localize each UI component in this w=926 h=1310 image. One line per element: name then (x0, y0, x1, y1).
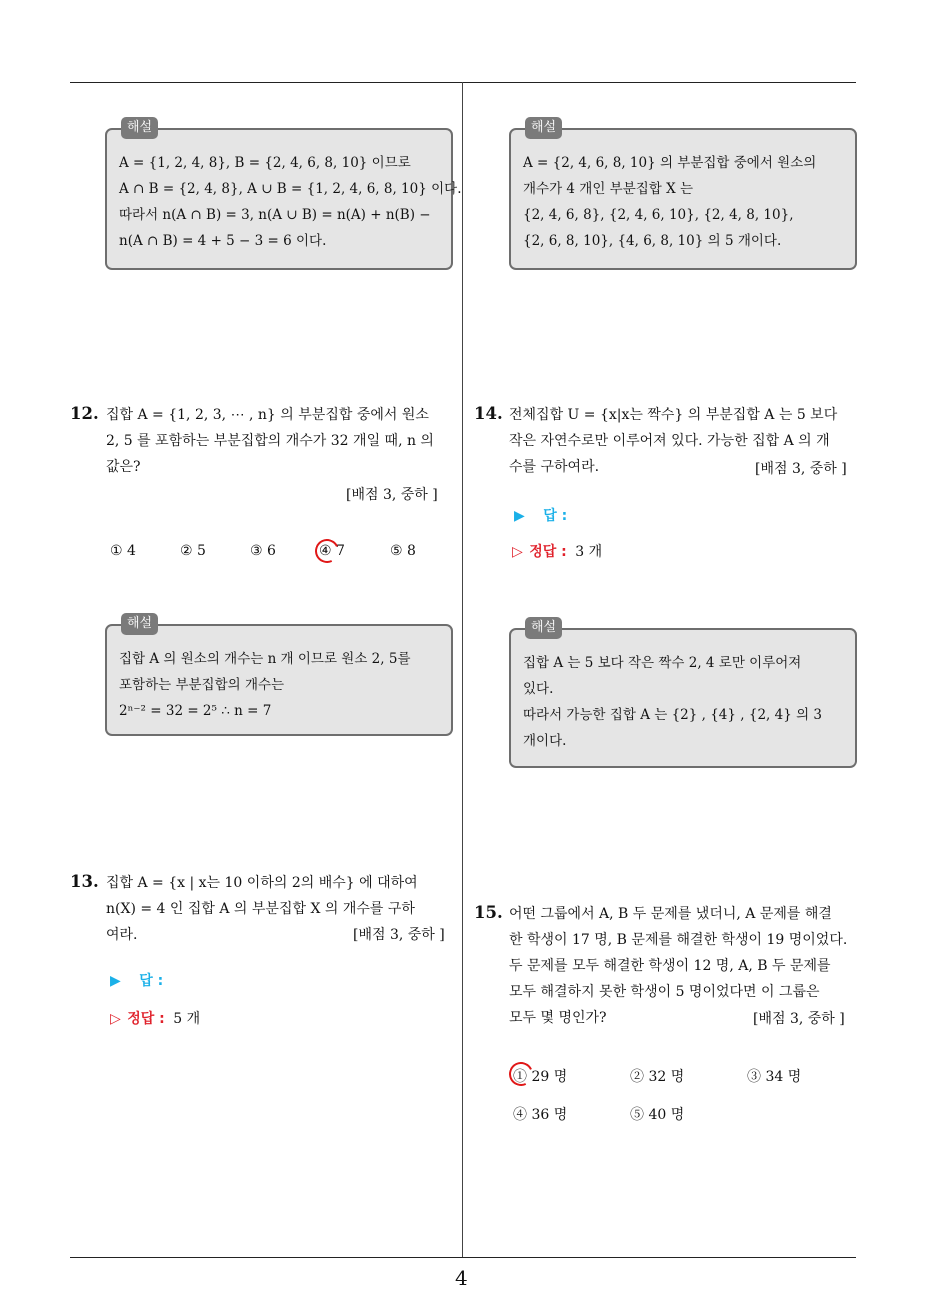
solution-line: A = {2, 4, 6, 8, 10} 의 부분집합 중에서 원소의 (523, 155, 817, 171)
score-label-12: [배점 3, 중하 ] (346, 487, 438, 503)
question-line: 집합 A = {x | x는 10 이하의 2의 배수} 에 대하여 (106, 875, 418, 891)
solution-line: 집합 A 의 원소의 개수는 n 개 이므로 원소 2, 5를 (119, 651, 411, 667)
choice-12-2[interactable]: ② 5 (180, 543, 206, 559)
solution-line: {2, 4, 6, 8}, {2, 4, 6, 10}, {2, 4, 8, 10}, (523, 207, 794, 223)
answer-marker-icon: ▶ (514, 508, 525, 524)
solution-box-12 (105, 616, 453, 736)
question-number-12: 12. (70, 404, 99, 423)
question-line: 집합 A = {1, 2, 3, ⋯ , n} 의 부분집합 중에서 원소 (106, 407, 429, 423)
solution-tag: 해설 (525, 617, 562, 639)
answer-marker-icon: ▶ (110, 973, 121, 989)
answer-row-14 (514, 505, 567, 525)
correct-value: 3 개 (575, 544, 603, 560)
solution-line: 개수가 4 개인 부분집합 X 는 (523, 181, 694, 197)
solution-tag: 해설 (121, 117, 158, 139)
correct-marker-icon: ▷ (512, 544, 523, 560)
answer-row-13 (110, 970, 163, 990)
score-label-14: [배점 3, 중하 ] (755, 461, 847, 477)
choice-15-4[interactable]: ④ 36 명 (513, 1107, 568, 1123)
solution-tag: 해설 (121, 613, 158, 635)
correct-label: 정답 : (127, 1011, 165, 1027)
top-rule (70, 82, 856, 83)
question-line: 값은? (106, 459, 141, 475)
question-line: 두 문제를 모두 해결한 학생이 12 명, A, B 두 문제를 (509, 958, 831, 974)
bottom-rule (70, 1257, 856, 1258)
question-line: 모두 몇 명인가? (509, 1010, 607, 1026)
solution-line: 따라서 가능한 집합 A 는 {2} , {4} , {2, 4} 의 3 (523, 707, 823, 723)
correct-answer-row-14 (512, 541, 602, 561)
question-line: 2, 5 를 포함하는 부분집합의 개수가 32 개일 때, n 의 (106, 433, 434, 449)
solution-line: 포함하는 부분집합의 개수는 (119, 677, 285, 693)
solution-line: n(A ∩ B) = 4 + 5 − 3 = 6 이다. (119, 233, 327, 249)
page-number: 4 (455, 1266, 468, 1290)
question-line: 어떤 그룹에서 A, B 두 문제를 냈더니, A 문제를 해결 (509, 906, 832, 922)
solution-line: A = {1, 2, 4, 8}, B = {2, 4, 6, 8, 10} 이므로 (119, 155, 411, 171)
solution-line: 2ⁿ⁻² = 32 = 2⁵ ∴ n = 7 (119, 703, 272, 719)
solution-line: A ∩ B = {2, 4, 8}, A ∪ B = {1, 2, 4, 6, 8, 10} 이다. (119, 181, 462, 197)
solution-line: 있다. (523, 681, 554, 697)
choice-12-1[interactable]: ① 4 (110, 543, 136, 559)
solution-line: 따라서 n(A ∩ B) = 3, n(A ∪ B) = n(A) + n(B) − (119, 207, 431, 223)
solution-line: 개이다. (523, 733, 567, 749)
column-divider (462, 82, 463, 1258)
question-line: 모두 해결하지 못한 학생이 5 명이었다면 이 그룹은 (509, 984, 820, 1000)
question-line: 작은 자연수로만 이루어져 있다. 가능한 집합 A 의 개 (509, 433, 830, 449)
question-line: n(X) = 4 인 집합 A 의 부분집합 X 의 개수를 구하 (106, 901, 415, 917)
question-number-13: 13. (70, 872, 99, 891)
question-line: 여라. (106, 927, 138, 943)
correct-value: 5 개 (173, 1011, 201, 1027)
correct-label: 정답 : (529, 544, 567, 560)
score-label-15: [배점 3, 중하 ] (753, 1011, 845, 1027)
answer-label: 답 : (543, 508, 568, 524)
question-number-14: 14. (474, 404, 503, 423)
question-line: 수를 구하여라. (509, 459, 600, 475)
question-line: 전체집합 U = {x|x는 짝수} 의 부분집합 A 는 5 보다 (509, 407, 838, 423)
question-text-12 (106, 402, 456, 480)
choice-12-4[interactable]: ④ 7 (319, 543, 345, 559)
solution-box-11 (105, 120, 462, 270)
question-line: 한 학생이 17 명, B 문제를 해결한 학생이 19 명이었다. (509, 932, 848, 948)
score-label-13: [배점 3, 중하 ] (353, 927, 445, 943)
choice-15-1[interactable]: ① 29 명 (513, 1069, 568, 1085)
choice-12-3[interactable]: ③ 6 (250, 543, 276, 559)
choice-15-3[interactable]: ③ 34 명 (747, 1069, 802, 1085)
answer-label: 답 : (139, 973, 164, 989)
solution-line: {2, 6, 8, 10}, {4, 6, 8, 10} 의 5 개이다. (523, 233, 782, 249)
choice-15-2[interactable]: ② 32 명 (630, 1069, 685, 1085)
choice-12-5[interactable]: ⑤ 8 (390, 543, 416, 559)
solution-box-r1 (509, 120, 857, 270)
solution-line: 집합 A 는 5 보다 작은 짝수 2, 4 로만 이루어져 (523, 655, 802, 671)
solution-tag: 해설 (525, 117, 562, 139)
question-number-15: 15. (474, 903, 503, 922)
answer-mark-circle (312, 536, 343, 567)
correct-marker-icon: ▷ (110, 1011, 121, 1027)
correct-answer-row-13 (110, 1008, 200, 1028)
choice-15-5[interactable]: ⑤ 40 명 (630, 1107, 685, 1123)
solution-box-14 (509, 620, 857, 768)
